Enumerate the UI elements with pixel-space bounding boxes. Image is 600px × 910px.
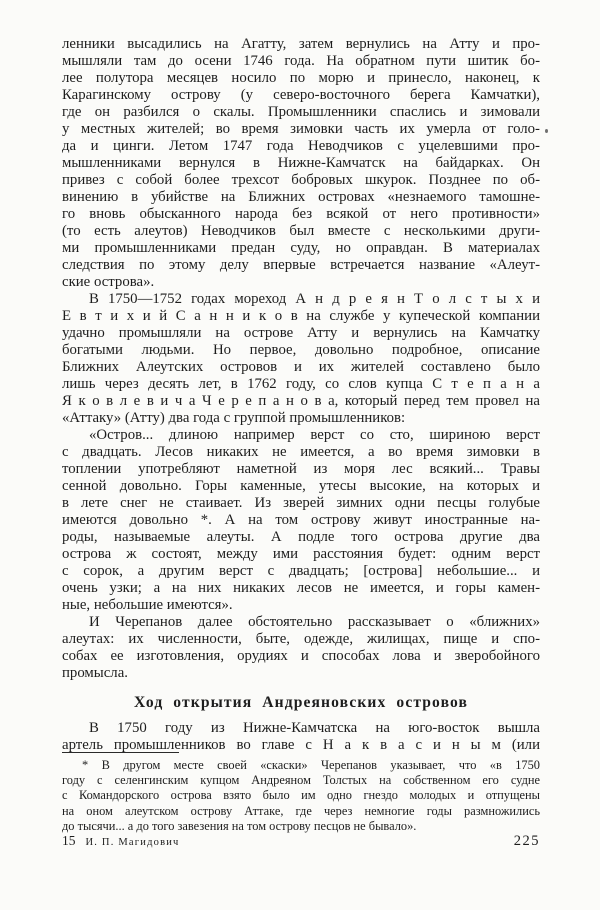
- text-line: привез с собой более трехсот бобровых шкурок. Позднее по об-: [62, 172, 540, 188]
- text-line: «Остров... длиною например верст со сто, шириною верст: [89, 427, 540, 443]
- text-line: Е в т и х и й С а н н и к о в на службе у купеческой компании: [62, 308, 540, 324]
- text-line: с двадцать. Лесов никаких не имеется, а во время зимовки в: [62, 444, 540, 460]
- text-line: лишь через десять лет, в 1762 году, со слов купца С т е п а н а: [62, 376, 540, 392]
- text-line: ские острова».: [62, 274, 155, 290]
- paragraph-5: [62, 720, 540, 754]
- text-line: промысла.: [62, 665, 128, 681]
- text-line: с сорок, а другим верст с двадцать; [острова] небольшие... и: [62, 563, 540, 579]
- text-line: имеются довольно *. А на том острову живут иностранные на-: [62, 512, 540, 528]
- text-line: ленники высадились на Агатту, затем вернулись на Атту и про-: [62, 36, 540, 52]
- text-line: роды, называемые алеуты. А подле того острова другие два: [62, 529, 540, 545]
- text-line: винению в убийстве на Ближних островах «незнаемого тамошне-: [62, 189, 540, 205]
- scan-speck: [545, 129, 548, 133]
- signature-number: 15: [62, 833, 76, 848]
- main-text: [62, 36, 540, 754]
- footnote-line: году с селенгинским купцом Андреяном Толстых на собственном его судне: [62, 773, 540, 788]
- paragraph-3: [62, 427, 540, 614]
- footnote-line: на оном алеутском острову Аттаке, где через немногие годы размножились: [62, 803, 540, 818]
- paragraph-1: [62, 36, 540, 291]
- text-line: В 1750 году из Нижне-Камчатска на юго-восток вышла: [89, 720, 540, 736]
- text-line: удачно промышляли на острове Атту и вернулись на Камчатку: [62, 325, 540, 341]
- text-line: богатыми людьми. Но первое, довольно подробное, описание: [62, 342, 540, 358]
- footnote-separator: [62, 752, 179, 753]
- text-line: в лете снег не стаивает. Из зверей зимних одни песцы голубые: [62, 495, 540, 511]
- text-line: мышленниками вернулся в Нижне-Камчатск на байдарках. Он: [62, 155, 540, 171]
- text-line: мышляли там до осени 1746 года. На обратном пути шитик бо-: [62, 53, 540, 69]
- text-line: Ближних Алеутских островов и их жителей составлено было: [62, 359, 540, 375]
- text-line: Карагинскому острову (у северо-восточного берега Камчатки),: [62, 87, 540, 103]
- paragraph-4: [62, 614, 540, 682]
- text-line: лее полутора месяцев носило по морю и принесло, наконец, к: [62, 70, 540, 86]
- text-line: следствия по этому делу впервые встречается название «Алеут-: [62, 257, 540, 273]
- text-line: ми промышленниками предан суду, но оправдан. В материалах: [62, 240, 540, 256]
- text-line: алеутах: их численности, быте, одежде, жилищах, пище и спо-: [62, 631, 540, 647]
- author-signature: И. П. Магидович: [85, 837, 180, 848]
- paragraph-2: [62, 291, 540, 427]
- text-line: И Черепанов далее обстоятельно рассказывает о «ближних»: [89, 614, 540, 630]
- text-line: го вновь обысканного народа без всякой от него противности»: [62, 206, 540, 222]
- page-footer: [62, 832, 540, 850]
- text-line: ные, небольшие имеются».: [62, 597, 233, 613]
- section-heading: Ход открытия Андреяновских островов: [133, 694, 469, 711]
- text-line: артель промышленников во главе с Н а к в а с и н ы м (или: [62, 737, 540, 753]
- footnote-region: [62, 752, 540, 834]
- footnote: [62, 758, 540, 834]
- page-number: 225: [513, 833, 540, 849]
- text-line: да и цинги. Летом 1747 года Неводчиков с уцелевшими про-: [62, 138, 540, 154]
- text-line: у местных жителей; во время зимовки часть их умерла от голо-: [62, 121, 540, 137]
- text-line: острова ж состоят, между ими расстояния будет: одним верст: [62, 546, 540, 562]
- footnote-line: до тысячи... а до того завезения на том острову песцов не бывало».: [62, 818, 417, 833]
- footnote-line: с Командорского острова взято было им одно гнездо молодых и отпущены: [62, 788, 540, 803]
- text-line: очень узки; а на них никаких лесов не имеется, и горы камен-: [62, 580, 540, 596]
- text-line: где он разбился о скалы. Промышленники спаслись и зимовали: [62, 104, 540, 120]
- text-line: топлении употребляют наметной из моря лес всякий... Травы: [62, 461, 540, 477]
- printer-signature: [62, 832, 180, 850]
- text-line: В 1750—1752 годах мореход А н д р е я н Т о л с т ы х и: [89, 291, 540, 307]
- text-line: собах ее изготовления, орудиях и способах лова и зверобойного: [62, 648, 540, 664]
- footnote-line: * В другом месте своей «скаски» Черепанов указывает, что «в 1750: [82, 758, 540, 772]
- text-line: Я к о в л е в и ч а Ч е р е п а н о в а, который перед тем провел на: [62, 393, 540, 409]
- text-line: (то есть алеутов) Неводчиков был вместе с несколькими други-: [62, 223, 540, 239]
- text-line: «Аттаку» (Атту) два года с группой промышленников:: [62, 410, 406, 426]
- text-line: сенной довольно. Горы каменные, утесы высокие, на которых и: [62, 478, 540, 494]
